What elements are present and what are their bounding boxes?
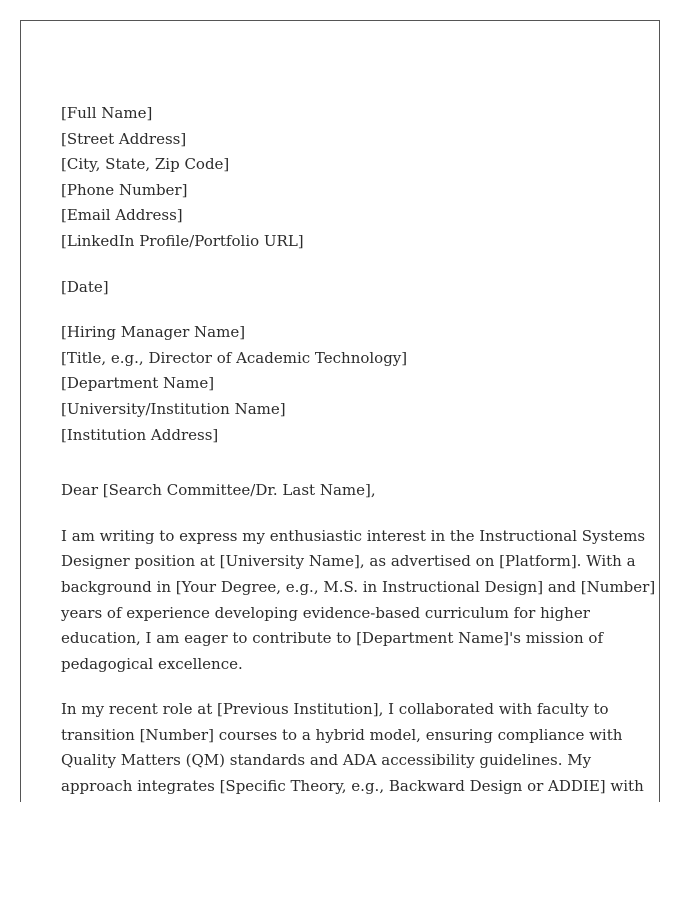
date-block xyxy=(61,275,621,301)
spacer xyxy=(61,504,621,524)
paragraph-line: pedagogical excellence. xyxy=(61,654,243,673)
sender-city-state-zip: [City, State, Zip Code] xyxy=(61,155,230,174)
spacer xyxy=(61,300,621,320)
recipient-department: [Department Name] xyxy=(61,374,215,393)
paragraph-line: background in [Your Degree, e.g., M.S. in Instructional Design] and [Number] xyxy=(61,577,656,596)
letter-content xyxy=(61,101,656,800)
sender-email: [Email Address] xyxy=(61,206,183,225)
paragraph-line: Quality Matters (QM) standards and ADA accessibility guidelines. My xyxy=(61,751,592,770)
recipient-address: [Institution Address] xyxy=(61,425,219,444)
salutation-block xyxy=(61,478,621,504)
sender-linkedin: [LinkedIn Profile/Portfolio URL] xyxy=(61,231,304,250)
paragraph-line: I am writing to express my enthusiastic interest in the Instructional Systems xyxy=(61,526,646,545)
spacer xyxy=(61,448,621,478)
sender-phone: [Phone Number] xyxy=(61,180,188,199)
recipient-name: [Hiring Manager Name] xyxy=(61,323,246,342)
sender-block xyxy=(61,101,621,255)
body-paragraph-1 xyxy=(61,524,656,678)
paragraph-line: years of experience developing evidence-based curriculum for higher xyxy=(61,603,590,622)
spacer xyxy=(61,677,621,697)
body-paragraph-2 xyxy=(61,697,644,799)
paragraph-line: Designer position at [University Name], as advertised on [Platform]. With a xyxy=(61,552,636,571)
recipient-block xyxy=(61,320,621,448)
recipient-title: [Title, e.g., Director of Academic Technology] xyxy=(61,348,408,367)
paragraph-line: approach integrates [Specific Theory, e.g., Backward Design or ADDIE] with xyxy=(61,777,644,796)
paragraph-line: In my recent role at [Previous Institution], I collaborated with faculty to xyxy=(61,700,609,719)
letter-date: [Date] xyxy=(61,277,109,296)
paragraph-line: education, I am eager to contribute to [Department Name]'s mission of xyxy=(61,629,603,648)
recipient-institution: [University/Institution Name] xyxy=(61,399,286,418)
salutation: Dear [Search Committee/Dr. Last Name], xyxy=(61,481,376,500)
letter-page xyxy=(20,20,660,802)
sender-street-address: [Street Address] xyxy=(61,129,187,148)
paragraph-line: transition [Number] courses to a hybrid model, ensuring compliance with xyxy=(61,725,623,744)
sender-full-name: [Full Name] xyxy=(61,104,153,122)
spacer xyxy=(61,255,621,275)
